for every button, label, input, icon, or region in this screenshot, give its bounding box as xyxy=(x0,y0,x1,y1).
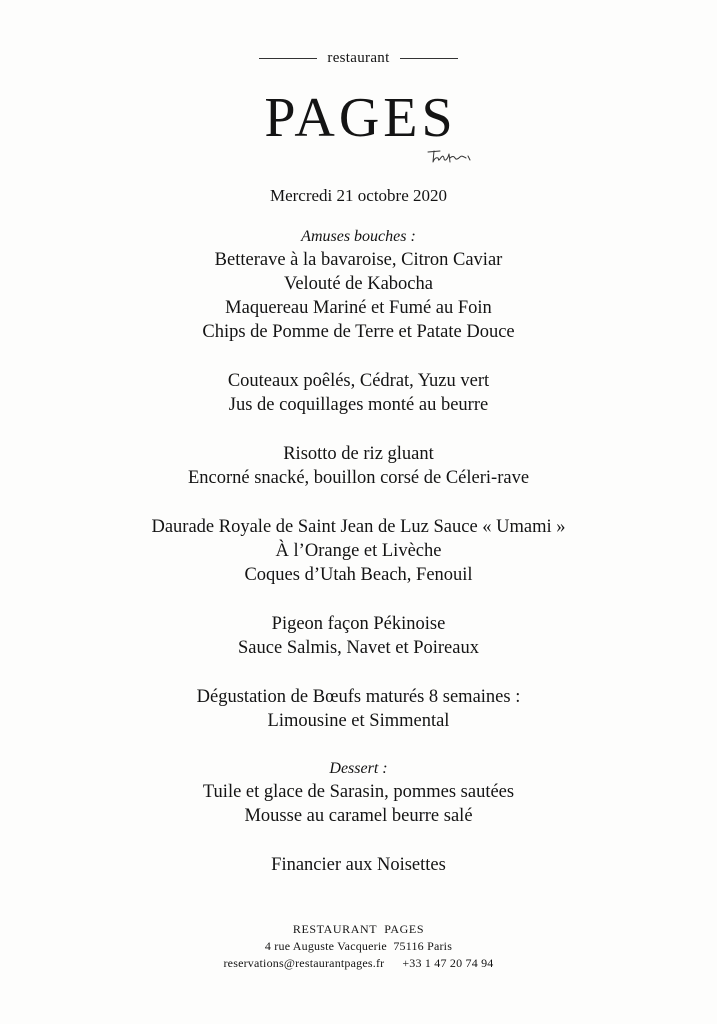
course-3-line: Daurade Royale de Saint Jean de Luz Sauce « Umami » xyxy=(151,517,566,537)
footer xyxy=(0,921,717,972)
amuse-item: Velouté de Kabocha xyxy=(284,274,433,294)
amuses-heading: Amuses bouches : xyxy=(301,228,416,245)
handwritten-signature xyxy=(424,146,476,166)
course-5-line: Limousine et Simmental xyxy=(267,711,450,731)
course-4-line: Pigeon façon Pékinoise xyxy=(271,614,446,634)
course-3-line: Coques d’Utah Beach, Fenouil xyxy=(244,565,473,585)
course-2-line: Risotto de riz gluant xyxy=(283,444,434,464)
dessert-item: Mousse au caramel beurre salé xyxy=(244,806,473,826)
kicker-text: restaurant xyxy=(327,50,390,66)
course-3-line: À l’Orange et Livèche xyxy=(275,541,442,561)
dessert-item: Tuile et glace de Sarasin, pommes sautées xyxy=(202,782,515,802)
menu-courses xyxy=(0,226,717,877)
amuse-item: Maquereau Mariné et Fumé au Foin xyxy=(225,298,492,318)
kicker-rule-left xyxy=(259,58,317,59)
header-kicker xyxy=(0,50,717,67)
restaurant-logo: PAGES xyxy=(264,87,457,149)
course-2-line: Encorné snacké, bouillon corsé de Céleri-rave xyxy=(187,468,530,488)
course-1-line: Couteaux poêlés, Cédrat, Yuzu vert xyxy=(227,371,490,391)
menu-date: Mercredi 21 octobre 2020 xyxy=(269,186,448,205)
course-5-line: Dégustation de Bœufs maturés 8 semaines : xyxy=(196,687,521,707)
footer-address: 4 rue Auguste Vacquerie 75116 Paris xyxy=(264,939,453,953)
footer-email: reservations@restaurantpages.fr xyxy=(223,956,385,970)
kicker-rule-right xyxy=(400,58,458,59)
dessert-heading: Dessert : xyxy=(329,760,388,777)
footer-phone: +33 1 47 20 74 94 xyxy=(402,956,494,970)
course-1-line: Jus de coquillages monté au beurre xyxy=(228,395,489,415)
amuse-item: Betterave à la bavaroise, Citron Caviar xyxy=(214,250,503,270)
footer-restaurant-name: RESTAURANT PAGES xyxy=(292,922,425,936)
course-4-line: Sauce Salmis, Navet et Poireaux xyxy=(238,638,479,658)
amuse-item: Chips de Pomme de Terre et Patate Douce xyxy=(202,322,515,342)
mignardise-item: Financier aux Noisettes xyxy=(271,855,446,875)
footer-contact xyxy=(0,955,717,972)
